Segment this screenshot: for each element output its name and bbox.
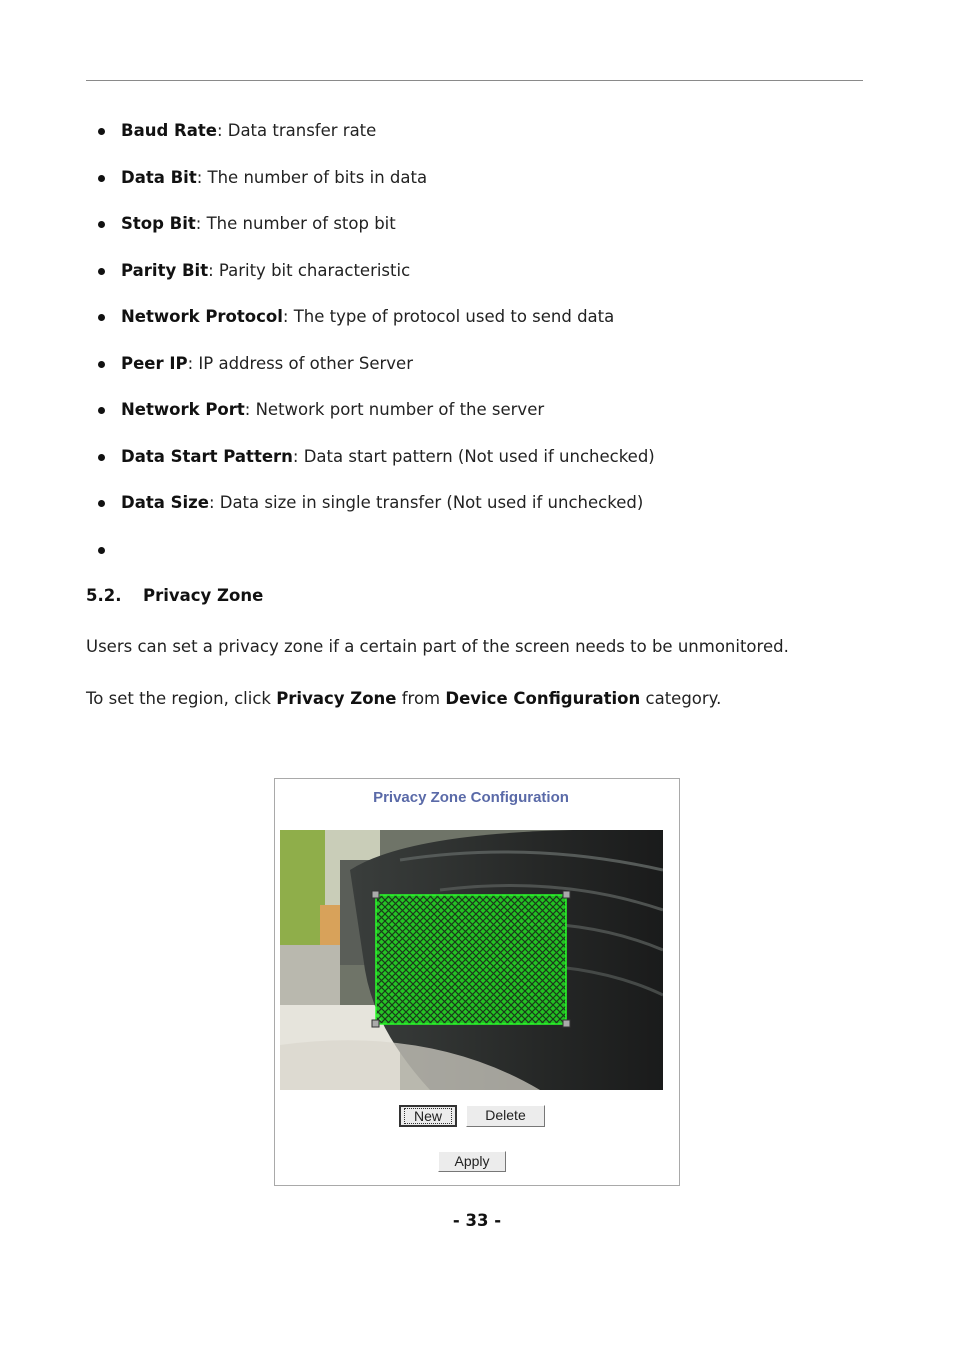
list-item [86, 535, 886, 582]
page-number: - 33 - [452, 1211, 502, 1230]
bullet-icon [98, 407, 105, 414]
list-item: Parity Bit: Parity bit characteristic [86, 256, 886, 303]
delete-button[interactable]: Delete [466, 1105, 545, 1127]
new-button[interactable]: New [399, 1105, 457, 1127]
bullet-icon [98, 221, 105, 228]
camera-preview[interactable] [280, 830, 663, 1090]
list-item: Network Port: Network port number of the server [86, 395, 886, 442]
list-item: Network Protocol: The type of protocol used to send data [86, 302, 886, 349]
section-number: 5.2. [86, 586, 122, 605]
bullet-icon [98, 128, 105, 135]
resize-handle-icon [372, 891, 379, 898]
bullet-icon [98, 547, 105, 554]
bullet-icon [98, 500, 105, 507]
camera-image [280, 830, 663, 1090]
panel-title: Privacy Zone Configuration [373, 789, 569, 806]
bullet-icon [98, 175, 105, 182]
list-item: Data Size: Data size in single transfer (Not used if unchecked) [86, 488, 886, 535]
list-item: Stop Bit: The number of stop bit [86, 209, 886, 256]
resize-handle-icon [372, 1020, 379, 1027]
section-title: Privacy Zone [143, 586, 264, 605]
header-rule [86, 80, 863, 81]
bullet-icon [98, 361, 105, 368]
field-description-list [86, 116, 886, 581]
list-item: Data Bit: The number of bits in data [86, 163, 886, 210]
privacy-zone-region[interactable] [372, 891, 570, 1027]
bullet-icon [98, 314, 105, 321]
resize-handle-icon [563, 891, 570, 898]
section-heading [86, 583, 263, 609]
list-item: Baud Rate: Data transfer rate [86, 116, 886, 163]
intro-paragraph: Users can set a privacy zone if a certain part of the screen needs to be unmonitored. [86, 637, 789, 656]
bullet-icon [98, 454, 105, 461]
list-item: Data Start Pattern: Data start pattern (Not used if unchecked) [86, 442, 886, 489]
list-item: Peer IP: IP address of other Server [86, 349, 886, 396]
apply-button[interactable]: Apply [438, 1151, 506, 1172]
privacy-zone-panel [274, 778, 680, 1186]
bullet-icon [98, 268, 105, 275]
resize-handle-icon [563, 1020, 570, 1027]
instruction-paragraph: To set the region, click Privacy Zone from Device Configuration category. [86, 689, 722, 708]
